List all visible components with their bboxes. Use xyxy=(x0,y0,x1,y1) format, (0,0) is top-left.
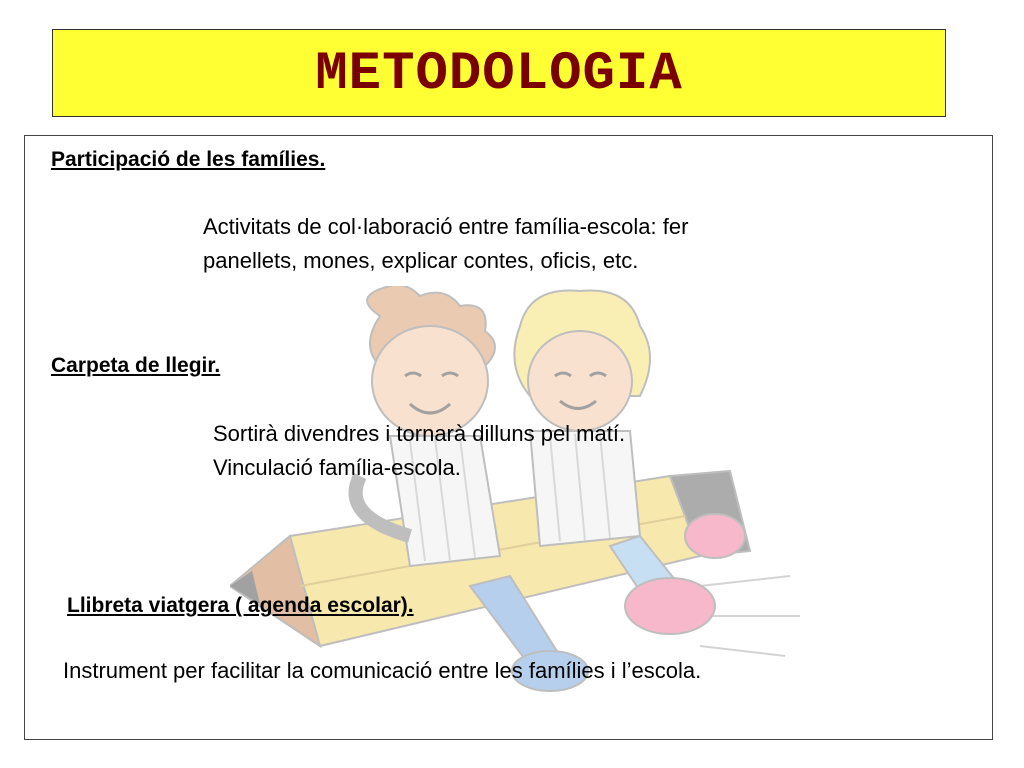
text-line: Instrument per facilitar la comunicació entre les famílies i l’escola. xyxy=(63,658,702,683)
children-riding-pencil-icon xyxy=(230,286,810,706)
text-line: Activitats de col·laboració entre família-escola: fer xyxy=(203,214,689,239)
text-line: Sortirà divendres i tornarà dilluns pel matí. xyxy=(213,421,626,446)
section-text-reading-folder xyxy=(213,417,625,485)
text-line: panellets, mones, explicar contes, oficis, etc. xyxy=(203,248,639,273)
text-line: Vinculació família-escola. xyxy=(213,455,461,480)
title-banner xyxy=(52,29,946,117)
section-heading-travel-notebook: Llibreta viatgera ( agenda escolar). xyxy=(67,594,414,617)
section-text-travel-notebook xyxy=(63,654,701,688)
section-heading-families: Participació de les famílies. xyxy=(51,148,326,171)
slide-title: METODOLOGIA xyxy=(315,43,683,105)
content-panel xyxy=(24,135,993,740)
section-text-families xyxy=(203,210,688,278)
section-heading-reading-folder: Carpeta de llegir. xyxy=(51,354,221,377)
